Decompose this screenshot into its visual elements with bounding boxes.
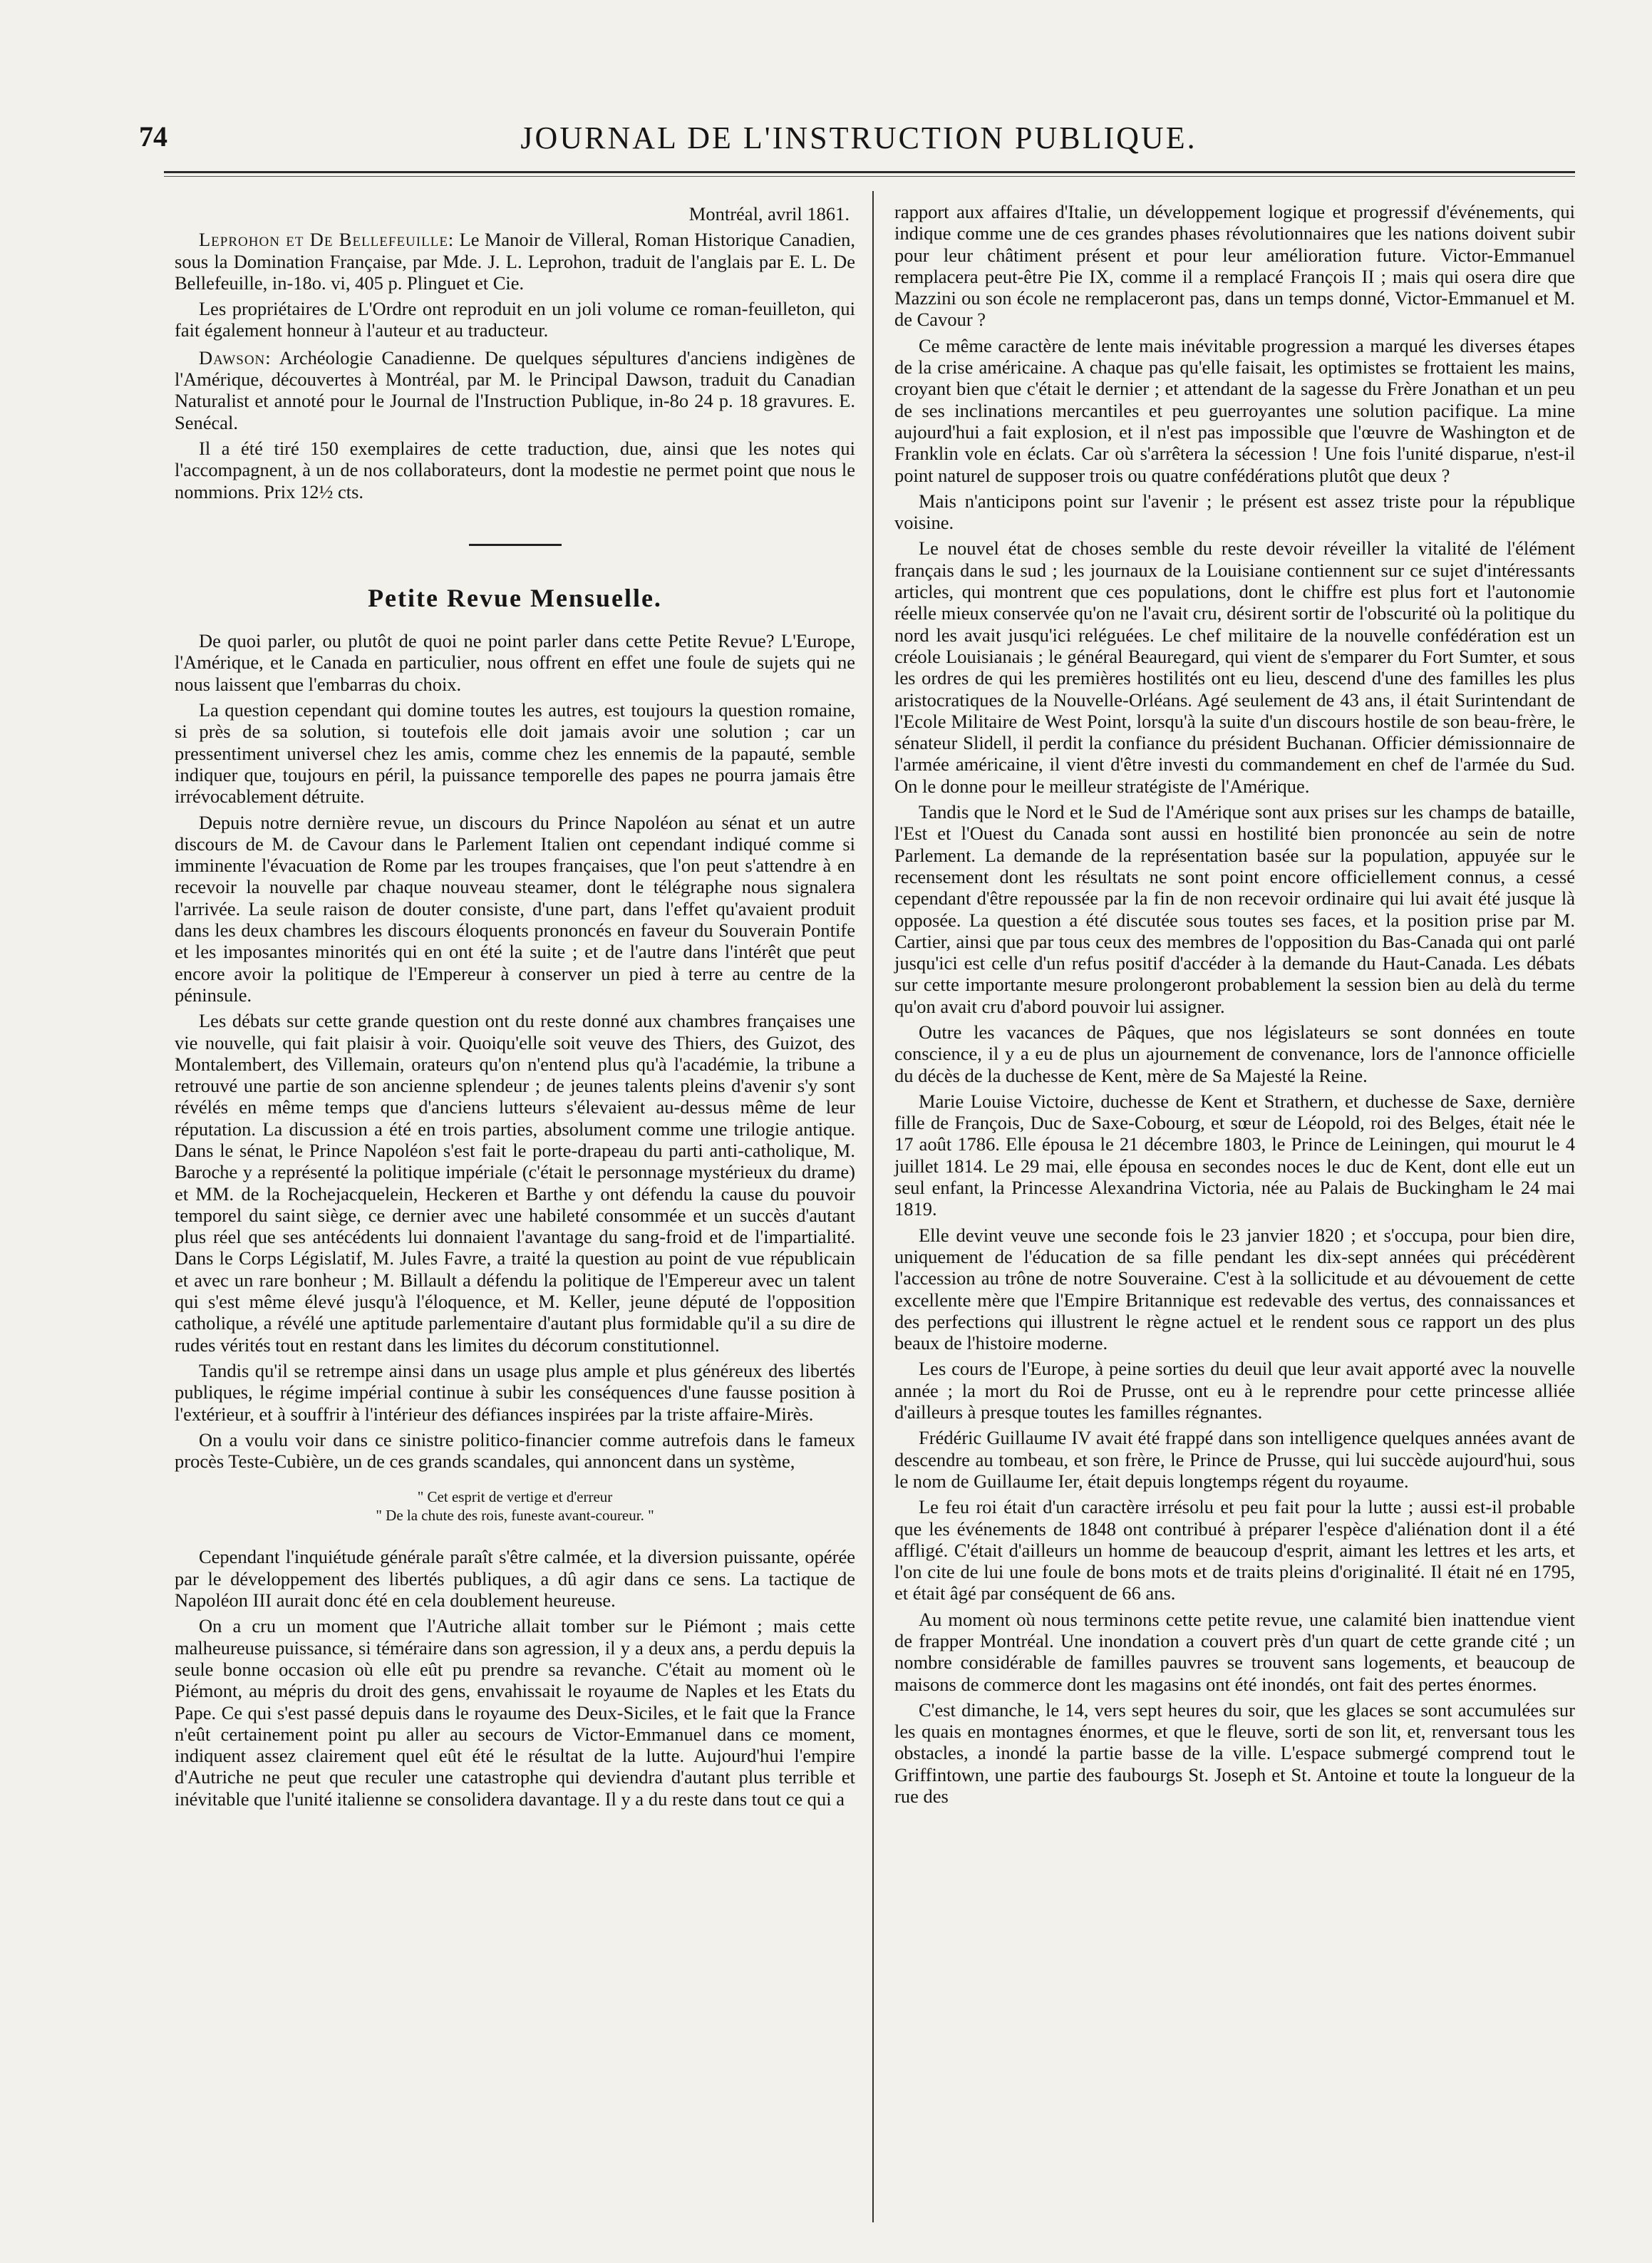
article-paragraph: Tandis que le Nord et le Sud de l'Amérique sont aux prises sur les champs de bataille, l'Est et l'Ouest du Canada sont aussi en hostilité bien prononcée au sein de notre Parlement. La demande de la représentation basée sur la population, appuyée sur le recensement dont les résultats ne sont point encore officiellement connus, a cessé cependant d'être repoussée par la fin de non recevoir ordinaire qui lui avait été jusque là opposée. La question a été discutée sous toutes ses faces, et la position prise par M. Cartier, ainsi que par tous ceux des membres de l'opposition du Bas-Canada qui ont parlé jusqu'ici est celle d'un refus positif d'accéder à la demande du Haut-Canada. Les débats sur cette importante mesure prolongeront probablement la session bien au delà du terme qu'on avait cru d'abord pouvoir lui assigner. [894, 801, 1575, 1017]
dateline: Montréal, avril 1861. [688, 203, 850, 225]
article-paragraph: Frédéric Guillaume IV avait été frappé dans son intelligence quelques années avant de descendre au tombeau, et son frère, le Prince de Prusse, qui lui succède aujourd'hui, sous le nom de Guillaume Ier, était depuis longtemps régent du royaume. [894, 1427, 1575, 1492]
article-paragraph: Marie Louise Victoire, duchesse de Kent et Strathern, et duchesse de Saxe, dernière fille de François, Duc de Saxe-Cobourg, et sœur de Léopold, roi des Belges, était née le 17 août 1786. Elle épousa le 21 décembre 1803, le Prince de Leiningen, qui mourut le 4 juillet 1814. Le 29 mai, elle épousa en secondes noces le duc de Kent, dont elle eut un seul enfant, la Princesse Alexandrina Victoria, née au Palais de Buckingham le 24 mai 1819. [894, 1090, 1575, 1220]
tire-paragraph: Il a été tiré 150 exemplaires de cette traduction, due, ainsi que les notes qui l'accompagnent, à un de nos collaborateurs, dont la modestie ne permet point que nous le nommions. Prix 12½ cts. [175, 437, 855, 502]
article-paragraph: Les cours de l'Europe, à peine sorties du deuil que leur avait apporté avec la nouvelle année ; la mort du Roi de Prusse, ont eu à le reprendre pour cette princesse alliée d'ailleurs à presque toutes les familles régnantes. [894, 1358, 1575, 1423]
page-number: 74 [139, 120, 167, 153]
leprohon-notice [175, 229, 855, 294]
article-paragraph: Ce même caractère de lente mais inévitable progression a marqué les diverses étapes de la crise américaine. A chaque pas qu'elle faisait, les optimistes se frottaient les mains, croyant bien que c'était le dernier ; et attendant de la sagesse du Frère Jonathan et un peu de ses inclinations mercantiles et peu guerroyantes une solution pacifique. La mine aujourd'hui a fait explosion, et il n'est pas impossible que l'œuvre de Washington et de Franklin vole en éclats. Car où s'arrêtera la sécession ! Une fois l'unité disparue, n'est-il point naturel de supposer trois ou quatre confédérations plutôt que deux ? [894, 334, 1575, 486]
verse-line: " Cet esprit de vertige et d'erreur [417, 1488, 613, 1506]
article-paragraph: Les débats sur cette grande question ont du reste donné aux chambres françaises une vie nouvelle, qui fait plaisir à voir. Quoiqu'elle soit veuve des Thiers, des Guizot, des Montalembert, des Villemain, orateurs qu'on n'entend plus qu'à l'académie, la tribune a retrouvé une partie de son ancienne splendeur ; de jeunes talents pleins d'avenir s'y sont révélés en même temps que d'anciens lutteurs s'élevaient au-dessus même de leur réputation. La discussion a été en trois parties, absolument comme une trilogie antique. Dans le sénat, le Prince Napoléon s'est fait le porte-drapeau du parti anti-catholique, M. Baroche y a représenté la politique impériale (c'était le personnage mystérieux du drame) et MM. de la Rochejacquelein, Heckeren et Barthe y ont défendu la cause du pouvoir temporel du saint siège, ce dernier avec une habileté consommée et un succès d'autant plus réel que ses antécédents lui donnaient l'avantage du sang-froid et de l'impartialité. Dans le Corps Législatif, M. Jules Favre, a traité la question au point de vue républicain et avec un rare bonheur ; M. Billault a défendu la politique de l'Empereur avec un talent qui s'est même élevé jusqu'à l'éloquence, et M. Keller, jeune député de l'opposition catholique, a révélé une aptitude parlementaire d'autant plus formidable qu'il a su dire de rudes vérités tout en restant dans les limites du décorum constitutionnel. [175, 1010, 855, 1356]
page-header [139, 120, 1579, 163]
section-divider [469, 544, 562, 546]
dawson-text: Archéologie Canadienne. De quelques sépultures d'anciens indigènes de l'Amérique, découvertes à Montréal, par M. le Principal Dawson, traduit du Canadian Naturalist et annoté pour le Journal de l'Instruction Publique, in-8o 24 p. 18 gravures. E. Senécal. [175, 346, 855, 433]
article-paragraph: Au moment où nous terminons cette petite revue, une calamité bien inattendue vient de frapper Montréal. Une inondation a couvert près d'un quart de cette grande cité ; un nombre considérable de familles pauvres se trouvent sans logements, et beaucoup de maisons de commerce dont les magasins ont été inondés, ont fait des pertes énormes. [894, 1608, 1575, 1695]
header-rule-thin [164, 176, 1575, 177]
header-rule [164, 171, 1575, 173]
column-divider [872, 191, 874, 2222]
leprohon-text: Le Manoir de Villeral, Roman Historique Canadien, sous la Domination Française, par Mde. J. L. Leprohon, traduit de l'anglais par E. L. De Bellefeuille, in-18o. vi, 405 p. Plinguet et Cie. [175, 229, 856, 294]
section-title: Petite Revue Mensuelle. [368, 583, 662, 612]
article-paragraph: Depuis notre dernière revue, un discours du Prince Napoléon au sénat et un autre discours de M. de Cavour dans le Parlement Italien ont cependant indiqué comme si imminente l'évacuation de Rome par les troupes françaises, que l'on peut s'attendre à en recevoir la nouvelle par chaque nouveau steamer, dont le télégraphe nous signalera l'arrivée. La seule raison de douter consiste, d'une part, dans l'effet qu'avaient produit dans les deux chambres les discours éloquents prononcés en faveur du Souverain Pontife et les imposantes minorités qui en ont été la suite ; et de l'autre dans l'intérêt que peut encore avoir la politique de l'Empereur à conserver un pied à terre au centre de la péninsule. [175, 811, 855, 1006]
article-paragraph: rapport aux affaires d'Italie, un développement logique et progressif d'événements, qui indique comme une de ces grandes phases révolutionnaires que les nations doivent subir pour leur châtiment présent et pour leur amélioration future. Victor-Emmanuel remplacera peut-être Pie IX, comme il a remplacé François II ; mais qui osera dire que Mazzini ou son école ne remplaceront pas, dans un temps donné, Victor-Emmanuel et M. de Cavour ? [894, 201, 1575, 331]
article-paragraph: Le feu roi était d'un caractère irrésolu et peu fait pour la lutte ; aussi est-il probable que les événements de 1848 ont contribué à préparer l'espèce d'aliénation dont il a été affligé. C'était d'ailleurs un homme de beaucoup d'esprit, aimant les lettres et les arts, et l'on cite de lui une foule de bons mots et de traits pleins d'originalité. Il était né en 1795, et était âgé par conséquent de 66 ans. [894, 1496, 1575, 1604]
leprohon-authors: Leprohon et De Bellefeuille: [199, 229, 455, 251]
dawson-notice [175, 347, 855, 433]
article-paragraph: Cependant l'inquiétude générale paraît s'être calmée, et la diversion puissante, opérée par le développement des libertés publiques, a dû agir dans ce sens. La tactique de Napoléon III aurait donc été en cela doublement heureuse. [175, 1546, 855, 1612]
article-paragraph: Le nouvel état de choses semble du reste devoir réveiller la vitalité de l'élément français dans le sud ; les journaux de la Louisiane contiennent sur ce sujet d'intéressants articles, qui montrent que ces populations, dont le chiffre est plus fort et l'autonomie réelle mieux conservée qu'on ne l'avait cru, désirent sortir de l'obscurité où la politique du nord les avait jusqu'ici reléguées. Le chef militaire de la nouvelle confédération est un créole Louisianais ; le général Beauregard, qui vient de s'emparer du Fort Sumter, et sous les ordres de qui les premières hostilités ont eu lieu, descend d'une des familles les plus aristocratiques de la Nouvelle-Orléans. Agé seulement de 43 ans, il était Surintendant de l'Ecole Militaire de West Point, lorsqu'à la suite d'un discours hostile de son beau-frère, le sénateur Slidell, il perdit la confiance du président Buchanan. Officier démissionnaire de l'armée américaine, il vient d'être investi du commandement en chef de l'armée du Sud. On le donne pour le meilleur stratégiste de l'Amérique. [894, 537, 1575, 797]
right-column [894, 201, 1575, 1811]
article-paragraph: Outre les vacances de Pâques, que nos législateurs se sont données en toute conscience, il y a eu de plus un ajournement de convenance, lors de l'annonce officielle du décès de la duchesse de Kent, mère de Sa Majesté la Reine. [894, 1021, 1575, 1086]
article-paragraph: La question cependant qui domine toutes les autres, est toujours la question romaine, si près de sa solution, si toutefois elle doit jamais avoir une solution ; car un pressentiment universel chez les amis, comme chez les ennemis de la papauté, semble indiquer que, toujours en péril, la puissance temporelle des papes ne pourra jamais être irrévocablement détruite. [175, 699, 855, 808]
journal-title: JOURNAL DE L'INSTRUCTION PUBLIQUE. [520, 120, 1197, 155]
article-paragraph: De quoi parler, ou plutôt de quoi ne point parler dans cette Petite Revue? L'Europe, l'Amérique, et le Canada en particulier, nous offrent en effet une foule de sujets qui ne nous laissent que l'embarras du choix. [175, 630, 855, 695]
article-paragraph: On a cru un moment que l'Autriche allait tomber sur le Piémont ; mais cette malheureuse puissance, si téméraire dans son agression, il y a deux ans, a perdu depuis la seule bonne occasion où elle eût pu prendre sa revanche. C'était au moment où le Piémont, au mépris du droit des gens, envahissait le royaume de Naples et les Etats du Pape. Ce qui s'est passé depuis dans le royaume des Deux-Siciles, et le fait que la France n'eût certainement point pu aller au secours de Victor-Emmanuel dans ce moment, indiquent assez clairement quel eût été le résultat de la lutte. Aujourd'hui l'empire d'Autriche ne peut que reculer une catastrophe qui deviendra d'autant plus terrible et inévitable que l'unité italienne se consolidera davantage. Il y a du reste dans tout ce qui a [175, 1615, 855, 1810]
article-paragraph: On a voulu voir dans ce sinistre politico-financier comme autrefois dans le fameux procès Teste-Cubière, un de ces grands scandales, qui annoncent dans un système, [175, 1428, 855, 1473]
article-paragraph: Mais n'anticipons point sur l'avenir ; le présent est assez triste pour la république voisine. [894, 490, 1575, 534]
dawson-author: Dawson: [199, 346, 272, 368]
ordre-paragraph: Les propriétaires de L'Ordre ont reproduit en un joli volume ce roman-feuilleton, qui fait également honneur à l'auteur et au traducteur. [175, 298, 855, 341]
verse-line: " De la chute des rois, funeste avant-coureur. " [376, 1507, 654, 1525]
verse-quote [175, 1488, 855, 1525]
article-paragraph: Elle devint veuve une seconde fois le 23 janvier 1820 ; et s'occupa, pour bien dire, uniquement de l'éducation de sa fille pendant les dix-sept années qui précédèrent l'accession au trône de notre Souveraine. C'est à la sollicitude et au dévouement de cette excellente mère que l'Empire Britannique est redevable des vertus, des connaissances et des perfections qui illustrent le règne actuel et le rendent sous ce rapport un des plus beaux de l'histoire moderne. [894, 1224, 1575, 1354]
article-paragraph: Tandis qu'il se retrempe ainsi dans un usage plus ample et plus généreux des libertés publiques, le régime impérial continue à subir les conséquences d'une fausse position à l'extérieur, et à souffrir à l'intérieur des défiances inspirées par la triste affaire-Mirès. [175, 1359, 855, 1425]
article-paragraph: C'est dimanche, le 14, vers sept heures du soir, que les glaces se sont accumulées sur les quais en montagnes énormes, et que le fleuve, sorti de son lit, et, renversant tous les obstacles, a inondé la partie basse de la ville. L'espace submergé comprend tout le Griffintown, une partie des faubourgs St. Joseph et St. Antoine et toute la longueur de la rue des [894, 1698, 1575, 1808]
left-column [175, 203, 855, 1814]
